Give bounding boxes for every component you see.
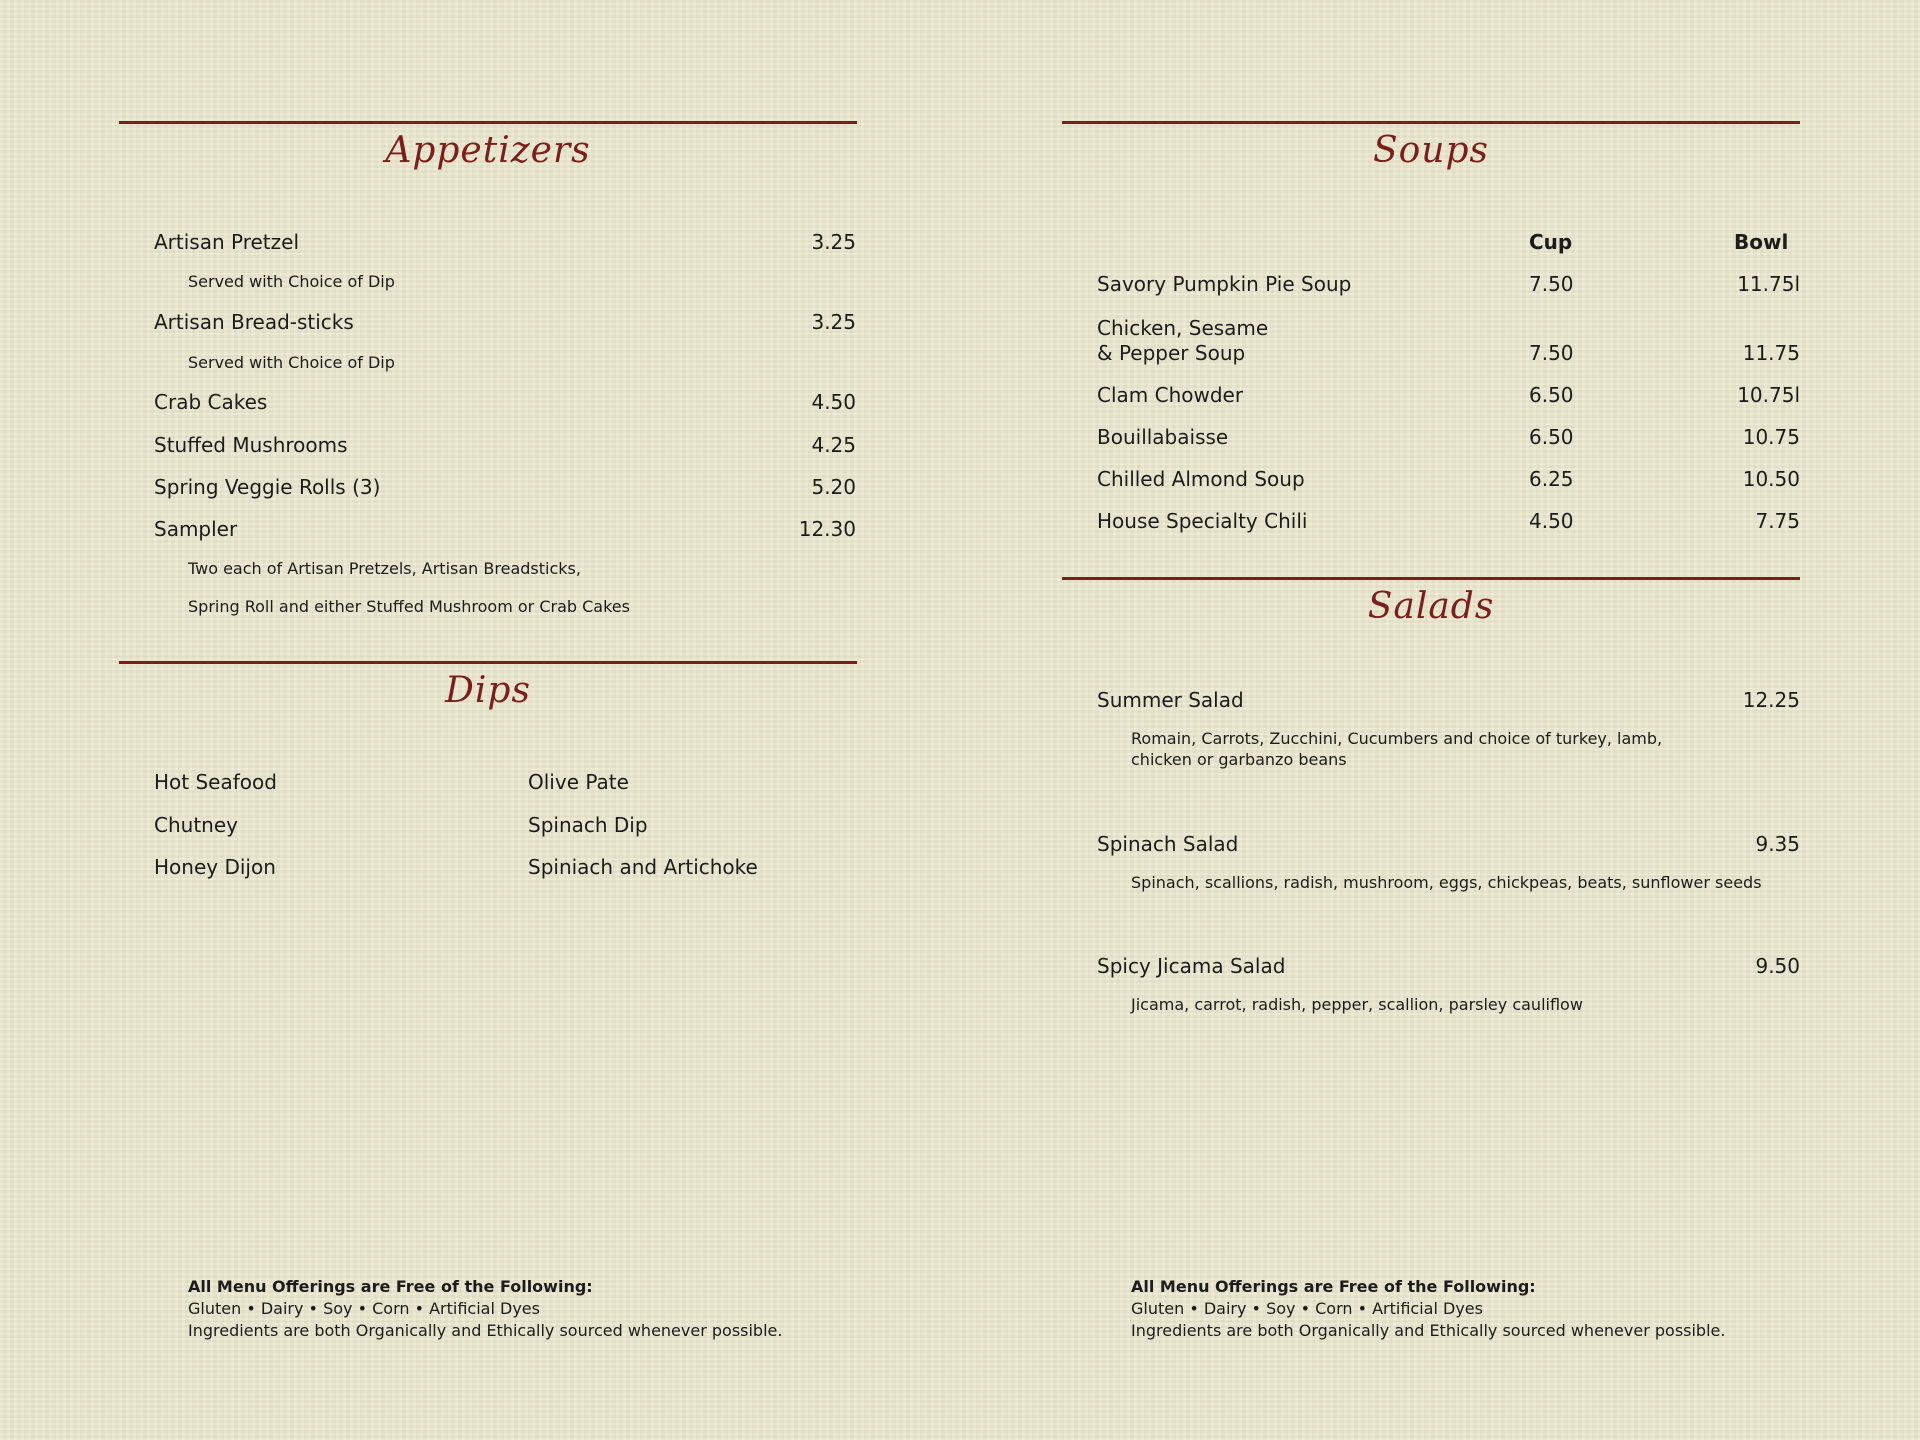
appetizer-price: 12.30	[798, 517, 856, 541]
dip-item: Honey Dijon	[154, 855, 276, 879]
right-page	[960, 0, 1920, 1440]
salad-price: 12.25	[1742, 688, 1800, 712]
salad-name: Spicy Jicama Salad	[1097, 954, 1286, 978]
appetizer-desc: Two each of Artisan Pretzels, Artisan Breadsticks,	[188, 559, 581, 578]
soup-bowl-price: 10.75	[1742, 425, 1800, 449]
dip-item: Spiniach and Artichoke	[528, 855, 758, 879]
soup-cup-price: 7.50	[1529, 341, 1574, 365]
soup-name: Clam Chowder	[1097, 383, 1244, 407]
salad-desc: chicken or garbanzo beans	[1131, 750, 1347, 769]
appetizer-name: Sampler	[154, 517, 238, 541]
appetizer-desc: Served with Choice of Dip	[188, 272, 395, 291]
footer-sourcing: Ingredients are both Organically and Ethically sourced whenever possible.	[188, 1321, 783, 1340]
soups-rule	[1062, 121, 1800, 124]
soup-cup-price: 4.50	[1529, 509, 1574, 533]
soup-name: & Pepper Soup	[1097, 341, 1246, 365]
appetizer-name: Spring Veggie Rolls (3)	[154, 475, 381, 499]
dip-item: Olive Pate	[528, 770, 629, 794]
soup-name: House Specialty Chili	[1097, 509, 1308, 533]
bowl-column-header: Bowl	[1734, 230, 1789, 254]
soup-cup-price: 6.50	[1529, 425, 1574, 449]
appetizer-price: 3.25	[811, 230, 856, 254]
soup-bowl-price: 11.75	[1742, 341, 1800, 365]
footer-sourcing: Ingredients are both Organically and Ethically sourced whenever possible.	[1131, 1321, 1726, 1340]
soup-bowl-price: 10.75l	[1737, 383, 1800, 407]
soup-name: Bouillabaisse	[1097, 425, 1229, 449]
appetizer-name: Artisan Pretzel	[154, 230, 300, 254]
dips-title: Dips	[445, 670, 531, 711]
salad-name: Spinach Salad	[1097, 832, 1239, 856]
soup-bowl-price: 10.50	[1742, 467, 1800, 491]
salad-price: 9.35	[1755, 832, 1800, 856]
appetizer-price: 4.50	[811, 390, 856, 414]
appetizers-title: Appetizers	[385, 130, 591, 171]
soup-cup-price: 7.50	[1529, 272, 1574, 296]
dip-item: Hot Seafood	[154, 770, 277, 794]
appetizer-name: Crab Cakes	[154, 390, 268, 414]
soup-cup-price: 6.50	[1529, 383, 1574, 407]
salad-desc: Spinach, scallions, radish, mushroom, eggs, chickpeas, beats, sunflower seeds	[1131, 873, 1762, 892]
dietary-footer	[188, 1276, 782, 1342]
appetizers-rule	[119, 121, 857, 124]
appetizer-price: 5.20	[811, 475, 856, 499]
salad-name: Summer Salad	[1097, 688, 1244, 712]
appetizer-desc: Served with Choice of Dip	[188, 353, 395, 372]
appetizer-price: 4.25	[811, 433, 856, 457]
dip-item: Chutney	[154, 813, 238, 837]
soup-bowl-price: 11.75l	[1737, 272, 1800, 296]
soup-name: Chilled Almond Soup	[1097, 467, 1305, 491]
salad-desc: Romain, Carrots, Zucchini, Cucumbers and choice of turkey, lamb,	[1131, 729, 1663, 748]
appetizer-desc: Spring Roll and either Stuffed Mushroom or Crab Cakes	[188, 597, 630, 616]
soup-name: Chicken, Sesame	[1097, 316, 1269, 340]
appetizer-price: 3.25	[811, 310, 856, 334]
dietary-footer	[1131, 1276, 1725, 1342]
dips-rule	[119, 661, 857, 664]
footer-allergens: Gluten • Dairy • Soy • Corn • Artificial Dyes	[1131, 1299, 1483, 1318]
footer-heading: All Menu Offerings are Free of the Following:	[188, 1277, 593, 1296]
footer-heading: All Menu Offerings are Free of the Following:	[1131, 1277, 1536, 1296]
appetizer-name: Stuffed Mushrooms	[154, 433, 348, 457]
salads-rule	[1062, 577, 1800, 580]
dip-item: Spinach Dip	[528, 813, 648, 837]
soup-cup-price: 6.25	[1529, 467, 1574, 491]
appetizer-name: Artisan Bread-sticks	[154, 310, 354, 334]
cup-column-header: Cup	[1529, 230, 1573, 254]
soup-bowl-price: 7.75	[1755, 509, 1800, 533]
salads-title: Salads	[1367, 586, 1495, 627]
soup-name: Savory Pumpkin Pie Soup	[1097, 272, 1352, 296]
soups-title: Soups	[1372, 130, 1490, 171]
footer-allergens: Gluten • Dairy • Soy • Corn • Artificial Dyes	[188, 1299, 540, 1318]
salad-price: 9.50	[1755, 954, 1800, 978]
salad-desc: Jicama, carrot, radish, pepper, scallion, parsley cauliflow	[1131, 995, 1583, 1014]
